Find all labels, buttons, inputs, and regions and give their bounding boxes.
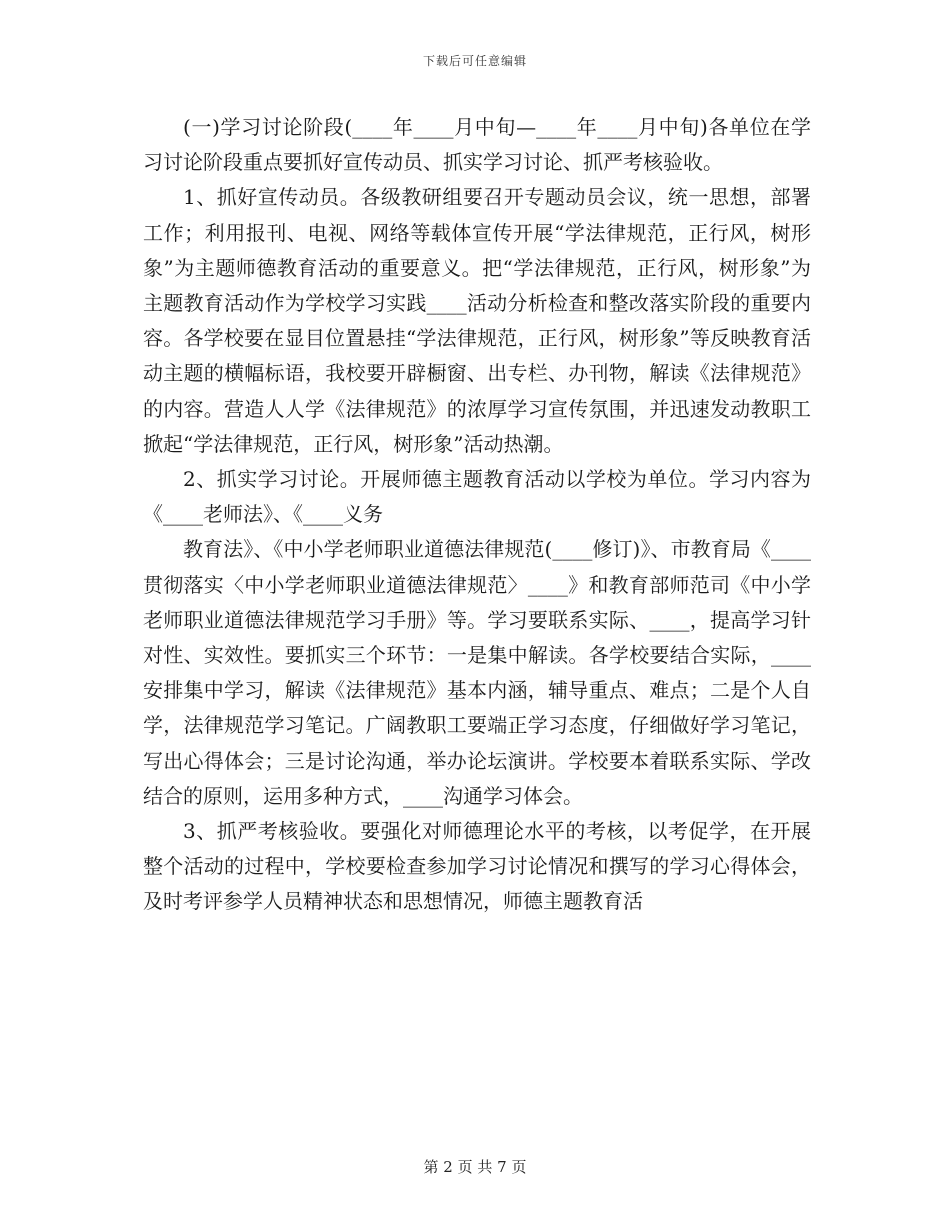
- paragraph-item-2: 2、抓实学习讨论。开展师德主题教育活动以学校为单位。学习内容为《____老师法》、《____义务: [143, 467, 811, 527]
- paragraph-item-3: 3、抓严考核验收。要强化对师德理论水平的考核，以考促学，在开展整个活动的过程中，学校要检查参加学习讨论情况和撰写的学习心得体会，及时考评参学人员精神状态和思想情况，师德主题教育活: [143, 819, 811, 914]
- page-header: 下载后可任意编辑: [422, 54, 527, 68]
- paragraph-intro: (一)学习讨论阶段(____年____月中旬—____年____月中旬)各单位在学习讨论阶段重点要抓好宣传动员、抓实学习讨论、抓严考核验收。: [143, 115, 811, 175]
- paragraph-item-1: 1、抓好宣传动员。各级教研组要召开专题动员会议，统一思想，部署工作；利用报刊、电视、网络等载体宣传开展“学法律规范，正行风，树形象”为主题师德教育活动的重要意义。把“学法律规范，正行风，树形象”为主题教育活动作为学校学习实践____活动分析检查和整改落实阶段的重要内容。各学校要在显目位置悬挂“学法律规范，正行风，树形象”等反映教育活动主题的横幅标语，我校要开辟橱窗、出专栏、办刊物，解读《法律规范》的内容。营造人人学《法律规范》的浓厚学习宣传氛围，并迅速发动教职工掀起“学法律规范，正行风，树形象”活动热潮。: [143, 185, 811, 456]
- page-number: 第 2 页 共 7 页: [423, 1158, 527, 1176]
- document-body: [143, 110, 811, 920]
- paragraph-item-2-continued: 教育法》、《中小学老师职业道德法律规范(____修订)》、市教育局《____贯彻落实〈中小学老师职业道德法律规范〉____》和教育部师范司《中小学老师职业道德法律规范学习手册》等。学习要联系实际、____，提高学习针对性、实效性。要抓实三个环节：一是集中解读。各学校要结合实际，____安排集中学习，解读《法律规范》基本内涵，辅导重点、难点；二是个人自学，法律规范学习笔记。广阔教职工要端正学习态度，仔细做好学习笔记，写出心得体会；三是讨论沟通，举办论坛演讲。学校要本着联系实际、学改结合的原则，运用多种方式，____沟通学习体会。: [143, 537, 811, 808]
